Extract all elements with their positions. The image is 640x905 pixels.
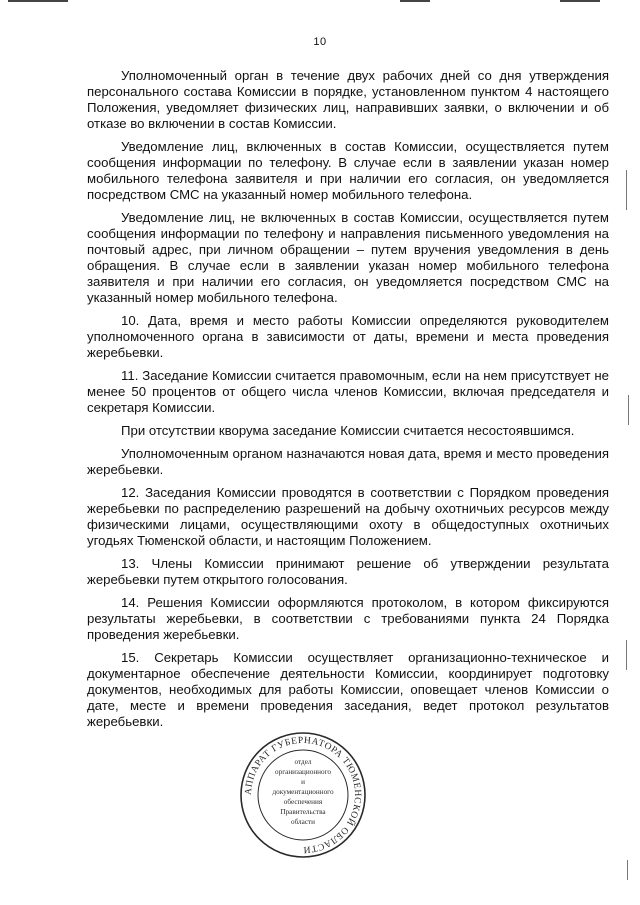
stamp-line: организационного: [275, 768, 331, 776]
document-body: [87, 68, 609, 737]
stamp-line: Правительства: [280, 808, 326, 816]
stamp-line: и: [301, 778, 305, 786]
official-stamp: [238, 730, 368, 860]
paragraph-item-12: 12. Заседания Комиссии проводятся в соответствии с Порядком проведения жеребьевки по распределению разрешений на добычу охотничьих ресурсов между физическими лицами, осуществляющими охоту в общедоступных охотничьих угодьях Тюменской области, и настоящим Положением.: [87, 485, 609, 548]
paragraph-notify-excluded: Уведомление лиц, не включенных в состав Комиссии, осуществляется путем сообщения информации по телефону и направления письменного уведомления на почтовый адрес, при личном обращении – путем вручения уведомления в день обращения. В случае если в заявлении указан номер мобильного телефона заявителя и при наличии его согласия, он уведомляется посредством СМС на указанный номер мобильного телефона.: [87, 210, 609, 305]
stamp-line: области: [290, 818, 316, 826]
paragraph-item-15: 15. Секретарь Комиссии осуществляет организационно-техническое и документарное обеспечение деятельности Комиссии, координирует подготовку документов, необходимых для работы Комиссии, оповещает членов Комиссии о дате, месте и времени проведения заседания, ведет протокол результатов жеребьевки.: [87, 650, 609, 729]
paragraph-item-13: 13. Члены Комиссии принимают решение об утверждении результата жеребьевки путем открытого голосования.: [87, 556, 609, 587]
paragraph-notification: Уполномоченный орган в течение двух рабочих дней со дня утверждения персонального состава Комиссии в порядке, установленном пунктом 4 настоящего Положения, уведомляет физических лиц, направивших заявки, о включении и об отказе во включении в состав Комиссии.: [87, 68, 609, 131]
paragraph-item-10: 10. Дата, время и место работы Комиссии определяются руководителем уполномоченного органа в зависимости от даты, времени и места проведения жеребьевки.: [87, 313, 609, 360]
paragraph-no-quorum: При отсутствии кворума заседание Комиссии считается несостоявшимся.: [121, 423, 575, 438]
stamp-line: обеспечения: [283, 798, 323, 806]
stamp-line: отдел: [294, 758, 312, 766]
stamp-line: документационного: [272, 788, 334, 796]
margin-scan-mark: [628, 395, 629, 425]
scan-top-edge: [0, 0, 640, 3]
paragraph-new-date: Уполномоченным органом назначаются новая дата, время и место проведения жеребьевки.: [87, 446, 609, 477]
margin-scan-mark: [626, 640, 627, 670]
stamp-seal-graphic: [238, 730, 368, 860]
paragraph-item-14: 14. Решения Комиссии оформляются протоколом, в котором фиксируются результаты жеребьевки, в соответствии с требованиями пункта 24 Порядка проведения жеребьевки.: [87, 595, 609, 642]
stamp-ring-text: АППАРАТ ГУБЕРНАТОРА ТЮМЕНСКОЙ ОБЛАСТИ: [243, 735, 363, 855]
paragraph-item-11: 11. Заседание Комиссии считается правомочным, если на нем присутствует не менее 50 процентов от общего числа членов Комиссии, включая председателя и секретаря Комиссии.: [87, 368, 609, 415]
page-number: 10: [313, 36, 327, 48]
margin-scan-mark: [626, 170, 627, 210]
margin-scan-mark: [627, 860, 628, 880]
paragraph-notify-included: Уведомление лиц, включенных в состав Комиссии, осуществляется путем сообщения информации по телефону. В случае если в заявлении указан номер мобильного телефона заявителя и при наличии его согласия, он уведомляется посредством СМС на указанный номер мобильного телефона.: [87, 139, 609, 202]
